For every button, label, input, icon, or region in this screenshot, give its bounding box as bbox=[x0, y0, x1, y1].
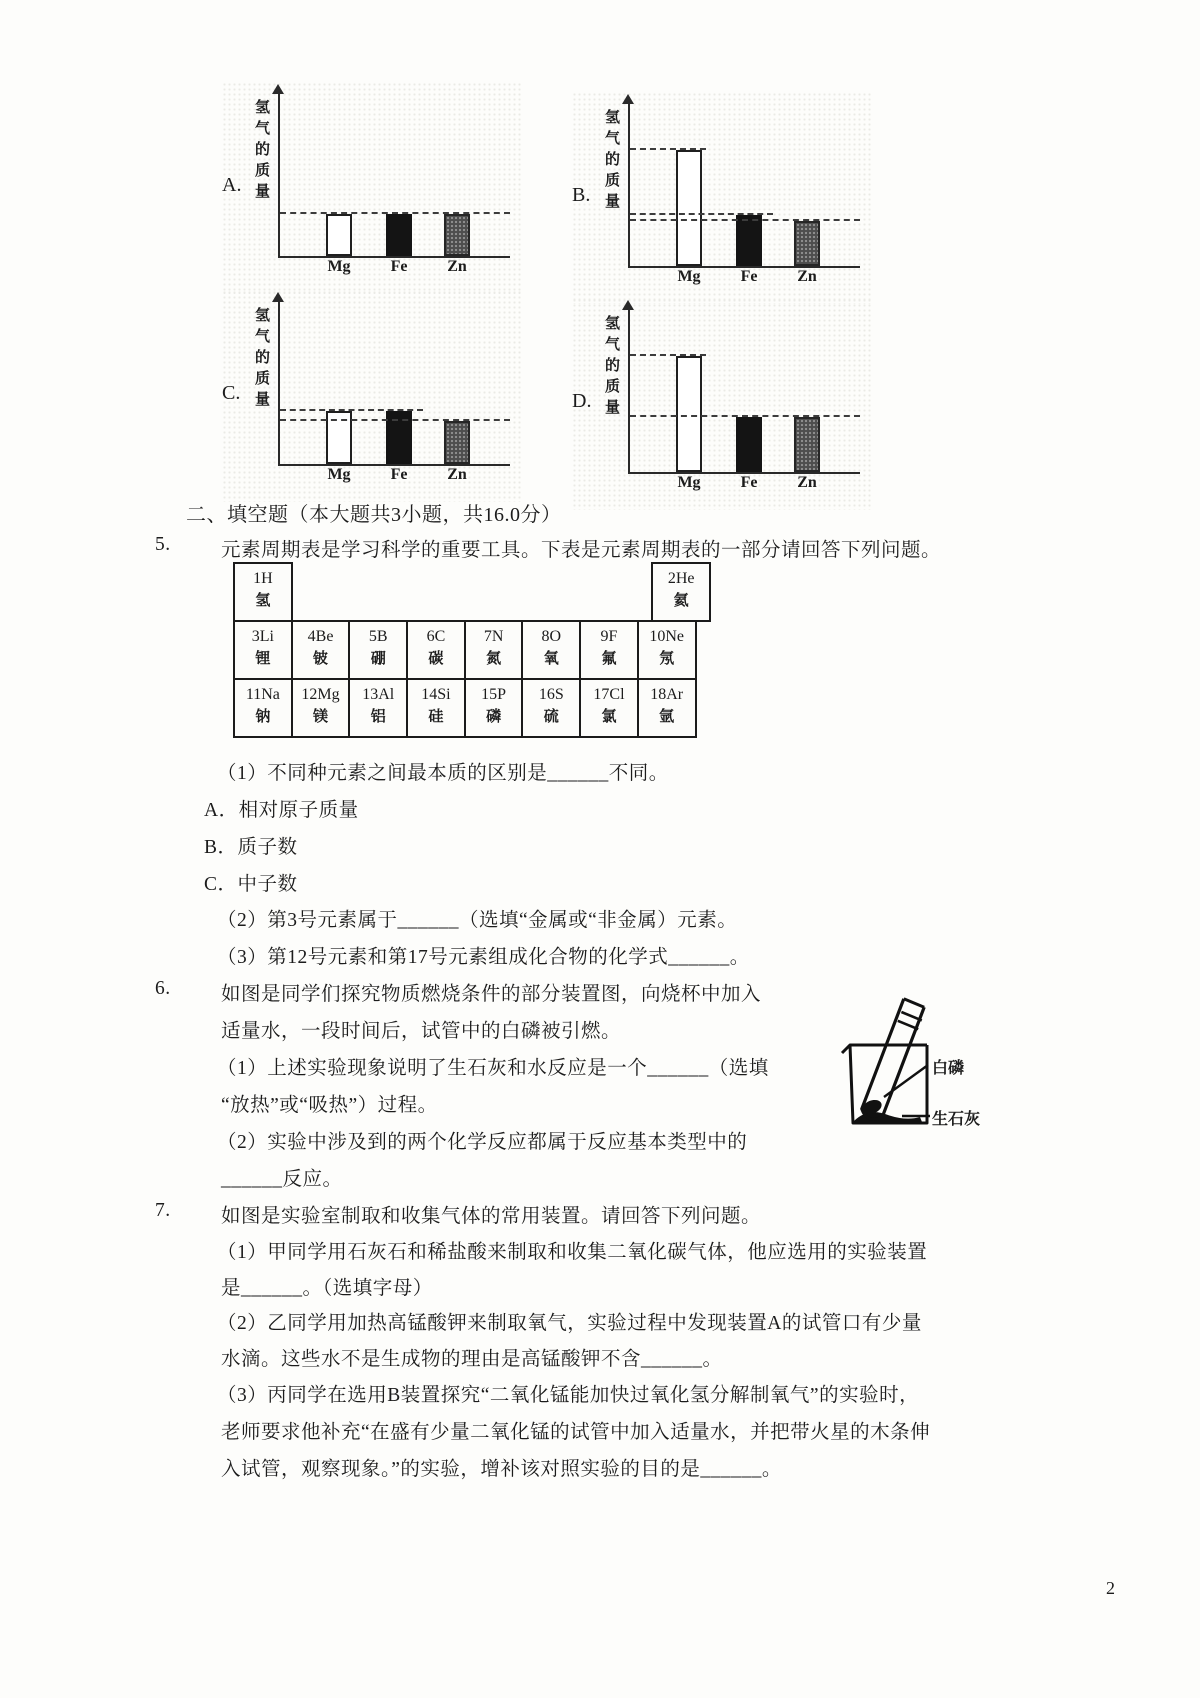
element-symbol: 14Si bbox=[421, 686, 451, 703]
y-axis-arrow bbox=[622, 294, 634, 310]
element-name: 氖 bbox=[659, 650, 675, 667]
q7-sub1-text-2: 是______。（选填字母） bbox=[221, 1278, 433, 1299]
dashed-guide-line bbox=[630, 148, 706, 150]
element-cell-12mg bbox=[291, 678, 351, 738]
periodic-table bbox=[233, 562, 711, 738]
element-cell-14si bbox=[406, 678, 466, 738]
q6-line-2: 适量水，一段时间后，试管中的白磷被引燃。 bbox=[221, 1021, 622, 1042]
element-cell-8o bbox=[521, 620, 581, 680]
element-symbol: 17Cl bbox=[593, 686, 625, 703]
element-cell-4be bbox=[291, 620, 351, 680]
element-name: 氮 bbox=[486, 650, 502, 667]
dashed-guide-line bbox=[630, 219, 860, 221]
x-tick-label-zn: Zn bbox=[797, 268, 817, 285]
element-symbol: 9F bbox=[600, 628, 618, 645]
option-c-chart bbox=[222, 290, 522, 502]
dashed-guide-line bbox=[630, 354, 706, 356]
x-tick-label-fe: Fe bbox=[740, 268, 758, 285]
x-tick-label-mg: Mg bbox=[677, 268, 701, 285]
element-cell-15p bbox=[464, 678, 524, 738]
x-tick-label-zn: Zn bbox=[447, 466, 467, 483]
element-name: 锂 bbox=[255, 650, 271, 667]
q6-number: 6. bbox=[155, 978, 171, 999]
element-name: 钠 bbox=[255, 708, 271, 725]
element-symbol: 6C bbox=[426, 628, 446, 645]
q7-sub2-text-2: 水滴。这些水不是生成物的理由是高锰酸钾不含______。 bbox=[221, 1349, 723, 1370]
option-b-chart bbox=[572, 92, 872, 304]
q6-sub1-text-2: “放热”或“吸热”）过程。 bbox=[221, 1095, 438, 1116]
element-cell-3li bbox=[233, 620, 293, 680]
element-cell-6c bbox=[406, 620, 466, 680]
element-cell-7n bbox=[464, 620, 524, 680]
experiment-figure bbox=[840, 955, 1015, 1135]
element-name: 硫 bbox=[543, 708, 559, 725]
q5-sub1-text: （1）不同种元素之间最本质的区别是______不同。 bbox=[217, 763, 669, 784]
element-name: 硼 bbox=[370, 650, 386, 667]
element-symbol: 5B bbox=[368, 628, 388, 645]
white-phosphorus-leader bbox=[884, 1065, 928, 1097]
q6-line-1: 如图是同学们探究物质燃烧条件的部分装置图，向烧杯中加入 bbox=[221, 984, 762, 1005]
q7-sub3-text-3: 入试管，观察现象。”的实验，增补该对照实验的目的是______。 bbox=[221, 1459, 782, 1480]
element-symbol: 16S bbox=[538, 686, 564, 703]
element-name: 氟 bbox=[601, 650, 617, 667]
element-symbol: 1H bbox=[253, 570, 273, 587]
x-tick-label-mg: Mg bbox=[327, 466, 351, 483]
element-name: 碳 bbox=[428, 650, 444, 667]
option-b-plot bbox=[604, 92, 870, 298]
option-c-label: C. bbox=[222, 382, 241, 404]
element-cell-5b bbox=[348, 620, 408, 680]
dashed-guide-line bbox=[630, 415, 860, 417]
element-symbol: 8O bbox=[541, 628, 562, 645]
element-name: 氩 bbox=[659, 708, 675, 725]
element-cell-16s bbox=[521, 678, 581, 738]
y-axis-label: 氢气的质量 bbox=[254, 308, 270, 408]
beaker-test-tube-drawing bbox=[840, 955, 1015, 1135]
y-axis-label: 氢气的质量 bbox=[604, 316, 620, 416]
element-cell-10ne bbox=[637, 620, 697, 680]
element-cell-18ar bbox=[637, 678, 697, 738]
q6-sub1-text: （1）上述实验现象说明了生石灰和水反应是一个______（选填 bbox=[217, 1058, 769, 1079]
element-cell-1h bbox=[233, 562, 293, 622]
dashed-guide-line bbox=[280, 419, 510, 421]
option-a-label: A. bbox=[222, 174, 242, 196]
periodic-table-row bbox=[233, 620, 711, 680]
q7-number: 7. bbox=[155, 1200, 171, 1221]
option-d-chart bbox=[572, 298, 872, 510]
bar-zn bbox=[444, 214, 470, 256]
q6-sub2-text: （2）实验中涉及到的两个化学反应都属于反应基本类型中的 bbox=[217, 1132, 748, 1153]
element-name: 铍 bbox=[313, 650, 329, 667]
y-axis-arrow bbox=[272, 286, 284, 302]
element-name: 氢 bbox=[255, 592, 271, 609]
q7-sub2-text: （2）乙同学用加热高锰酸钾来制取氧气，实验过程中发现装置A的试管口有少量 bbox=[217, 1313, 922, 1334]
x-tick-label-mg: Mg bbox=[327, 258, 351, 275]
bar-mg bbox=[326, 214, 352, 256]
y-axis-arrow bbox=[272, 78, 284, 94]
y-axis-label: 氢气的质量 bbox=[604, 110, 620, 210]
q7-sub3-text-2: 老师要求他补充“在盛有少量二氧化锰的试管中加入适量水，并把带火星的木条伸 bbox=[221, 1422, 931, 1443]
q5-number: 5. bbox=[155, 534, 171, 555]
element-name: 氧 bbox=[543, 650, 559, 667]
chart-axes bbox=[278, 90, 510, 275]
x-tick-label-zn: Zn bbox=[797, 474, 817, 491]
element-cell-9f bbox=[579, 620, 639, 680]
q6-sub2-text-2: ______反应。 bbox=[221, 1169, 343, 1190]
periodic-table-row bbox=[233, 562, 711, 622]
x-tick-label-zn: Zn bbox=[447, 258, 467, 275]
element-symbol: 10Ne bbox=[649, 628, 684, 645]
option-c-plot bbox=[254, 290, 520, 496]
element-symbol: 12Mg bbox=[301, 686, 340, 703]
element-symbol: 18Ar bbox=[650, 686, 684, 703]
chart-axes bbox=[278, 298, 510, 483]
element-name: 镁 bbox=[313, 708, 329, 725]
bar-fe bbox=[736, 215, 762, 266]
y-axis-label: 氢气的质量 bbox=[254, 100, 270, 200]
test-tube-mouth bbox=[904, 999, 924, 1007]
element-symbol: 4Be bbox=[307, 628, 334, 645]
x-tick-label-fe: Fe bbox=[390, 258, 408, 275]
element-name: 氯 bbox=[601, 708, 617, 725]
x-tick-label-mg: Mg bbox=[677, 474, 701, 491]
figure-label-white-phosphorus: 白磷 bbox=[932, 1060, 965, 1077]
bar-zn bbox=[794, 221, 820, 266]
section-2-title: 二、填空题（本大题共3小题，共16.0分） bbox=[186, 504, 562, 526]
bar-fe bbox=[736, 417, 762, 472]
q7-line-1: 如图是实验室制取和收集气体的常用装置。请回答下列问题。 bbox=[221, 1206, 762, 1227]
periodic-table-row bbox=[233, 678, 711, 738]
option-a-plot bbox=[254, 82, 520, 288]
element-symbol: 2He bbox=[667, 570, 695, 587]
x-tick-label-fe: Fe bbox=[740, 474, 758, 491]
option-d-label: D. bbox=[572, 390, 592, 412]
element-name: 磷 bbox=[486, 708, 502, 725]
option-a-chart bbox=[222, 82, 522, 294]
dashed-guide-line bbox=[280, 212, 510, 214]
dashed-guide-line bbox=[630, 213, 773, 215]
element-symbol: 15P bbox=[481, 686, 507, 703]
q5-sub2-text: （2）第3号元素属于______（选填“金属或“非金属）元素。 bbox=[217, 910, 738, 931]
element-cell-17cl bbox=[579, 678, 639, 738]
option-b-label: B. bbox=[572, 184, 591, 206]
bar-zn bbox=[444, 421, 470, 464]
chart-axes bbox=[628, 306, 860, 491]
element-cell-2he bbox=[651, 562, 711, 622]
element-symbol: 7N bbox=[483, 628, 504, 645]
element-symbol: 13Al bbox=[362, 686, 395, 703]
y-axis-arrow bbox=[622, 88, 634, 104]
dashed-guide-line bbox=[280, 409, 423, 411]
element-symbol: 3Li bbox=[251, 628, 274, 645]
figure-label-quicklime: 生石灰 bbox=[932, 1111, 981, 1128]
bar-zn bbox=[794, 417, 820, 472]
element-name: 氦 bbox=[673, 592, 689, 609]
bar-fe bbox=[386, 214, 412, 256]
x-tick-label-fe: Fe bbox=[390, 466, 408, 483]
q5-choice-a: A．相对原子质量 bbox=[204, 800, 359, 821]
chart-axes bbox=[628, 100, 860, 285]
q5-choice-c: C．中子数 bbox=[204, 874, 298, 895]
bar-mg bbox=[676, 150, 702, 266]
q5-choice-b: B．质子数 bbox=[204, 837, 298, 858]
element-name: 硅 bbox=[428, 708, 444, 725]
q5-intro: 元素周期表是学习科学的重要工具。下表是元素周期表的一部分请回答下列问题。 bbox=[221, 540, 942, 561]
element-symbol: 11Na bbox=[245, 686, 280, 703]
option-d-plot bbox=[604, 298, 870, 504]
element-cell-13al bbox=[348, 678, 408, 738]
q7-sub3-text: （3）丙同学在选用B装置探究“二氧化锰能加快过氧化氢分解制氧气”的实验时， bbox=[217, 1385, 920, 1406]
q5-sub3-text: （3）第12号元素和第17号元素组成化合物的化学式______。 bbox=[217, 947, 750, 968]
q7-sub1-text: （1）甲同学用石灰石和稀盐酸来制取和收集二氧化碳气体，他应选用的实验装置 bbox=[217, 1242, 928, 1263]
element-name: 铝 bbox=[370, 708, 386, 725]
bar-mg bbox=[676, 356, 702, 472]
element-cell-11na bbox=[233, 678, 293, 738]
page-number: 2 bbox=[1106, 1578, 1115, 1598]
